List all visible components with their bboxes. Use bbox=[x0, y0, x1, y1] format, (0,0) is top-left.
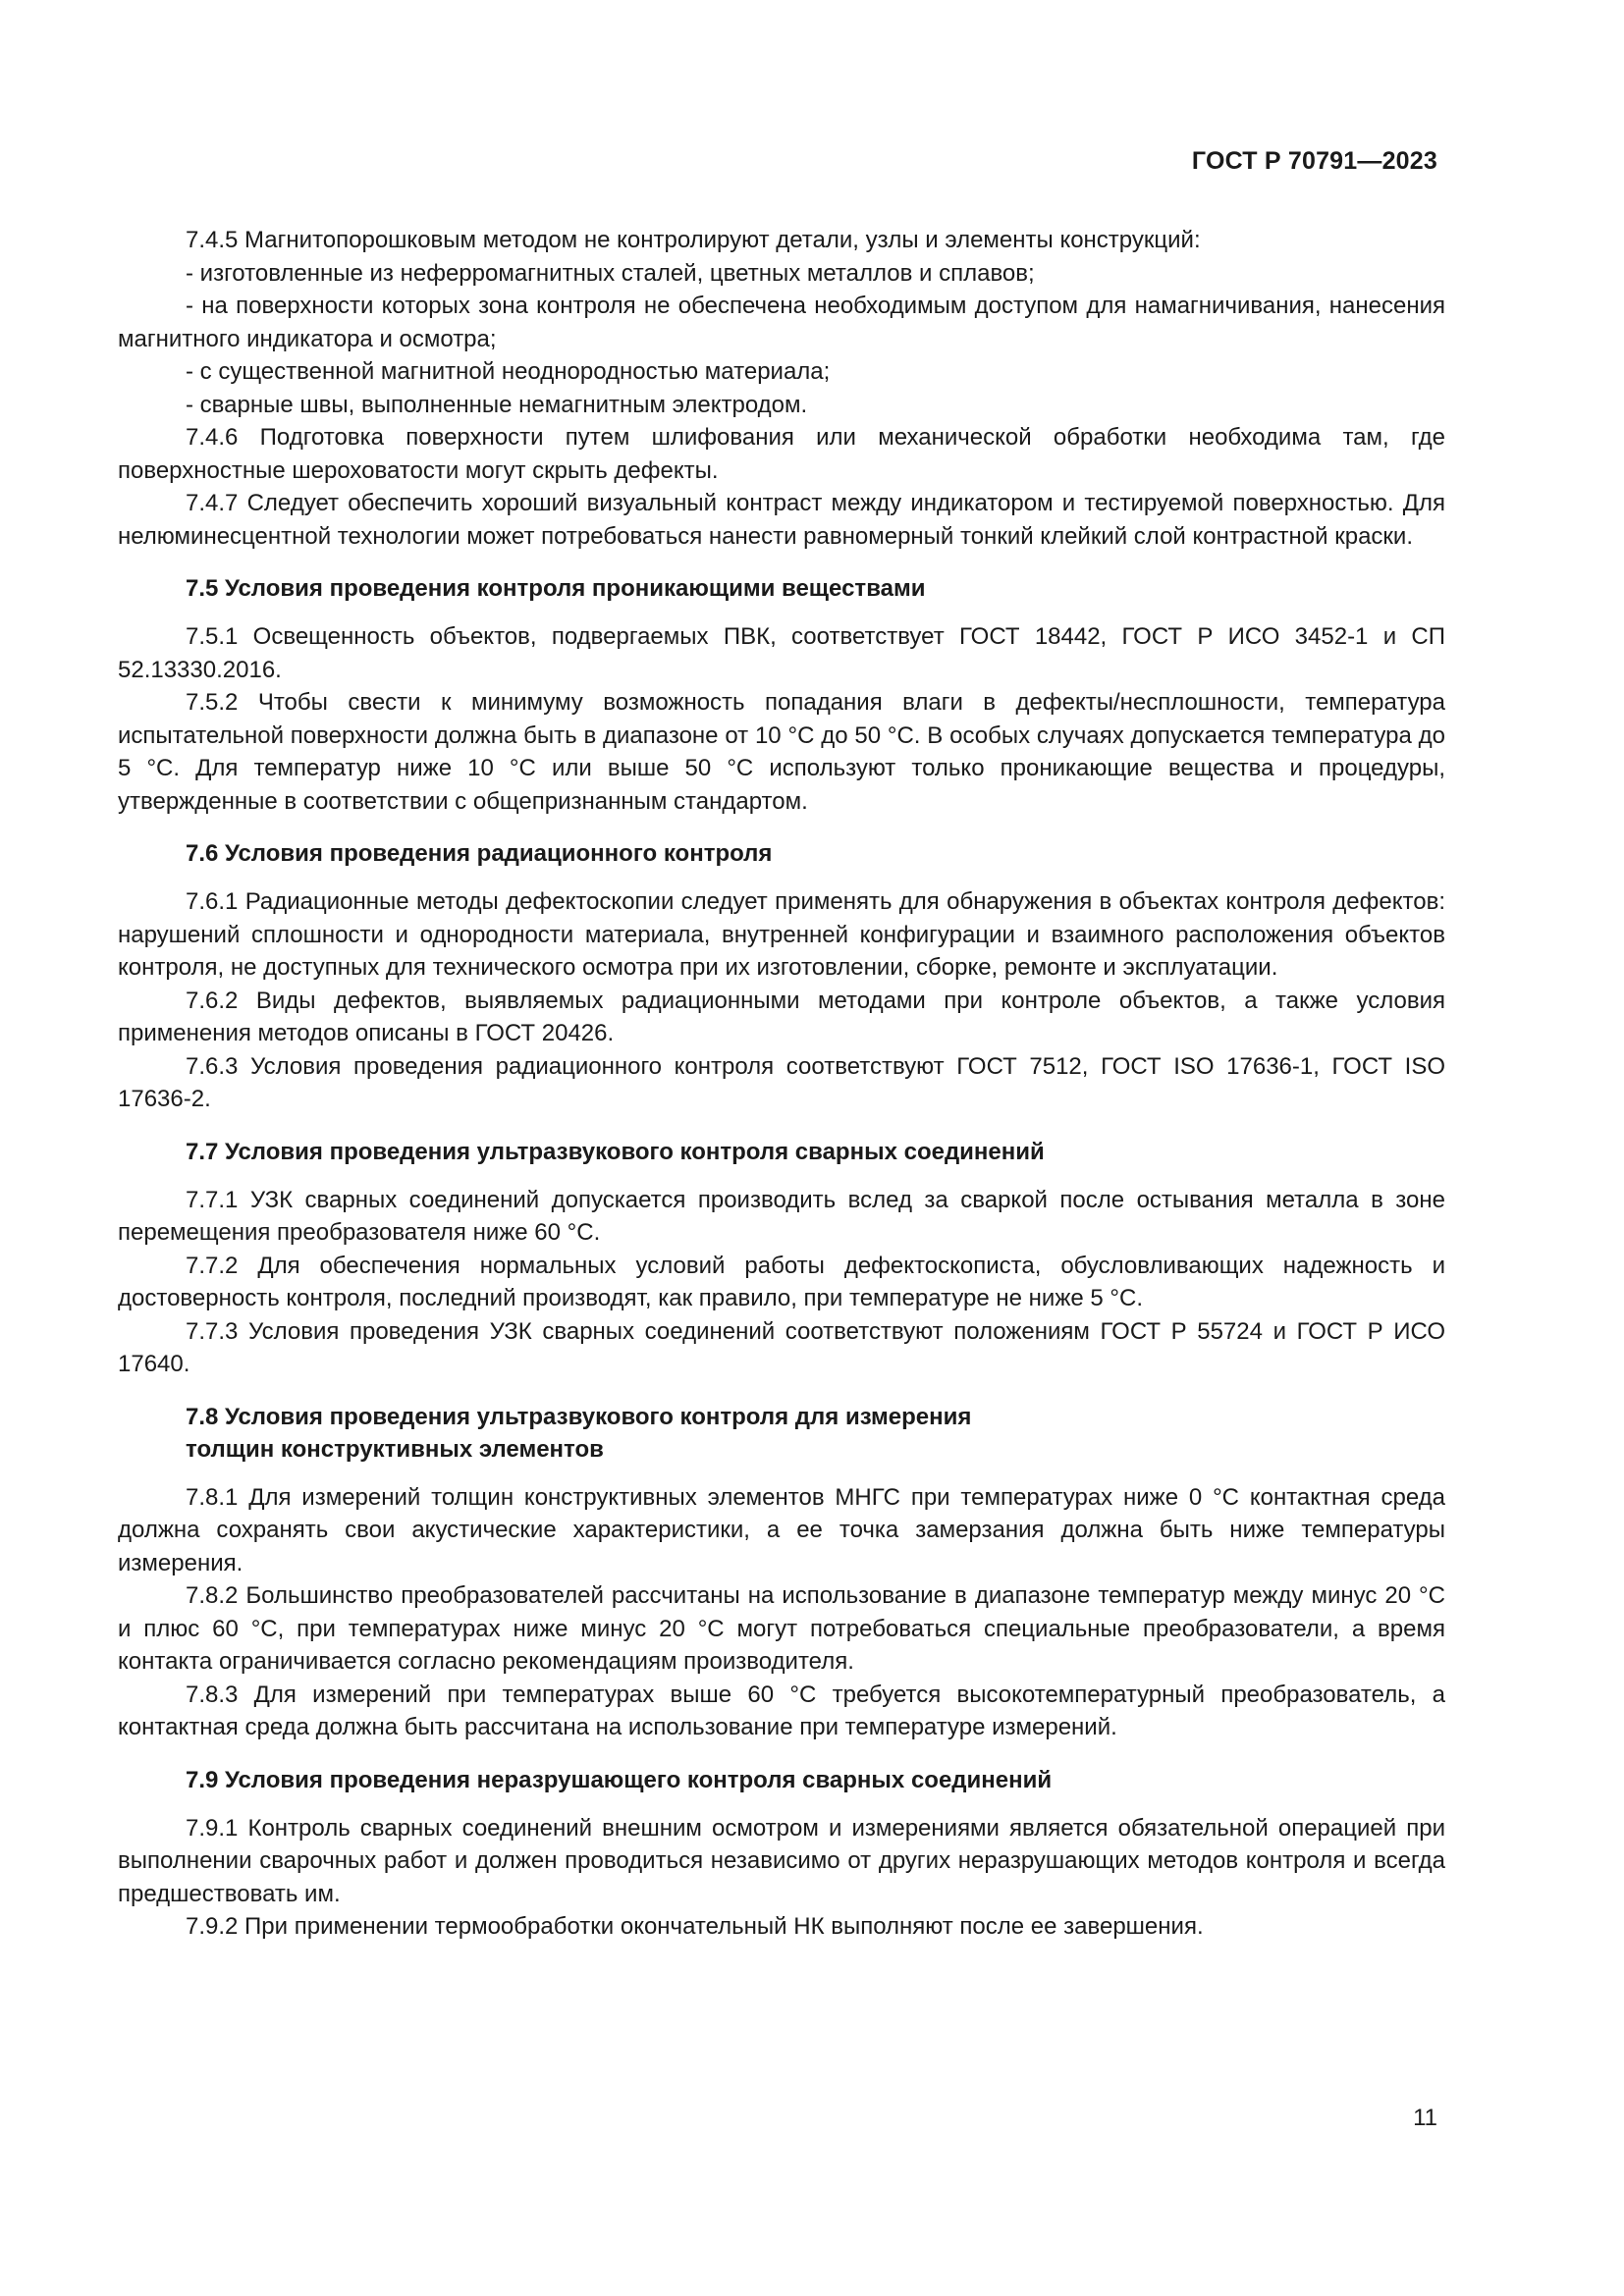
paragraph-7-8-2: 7.8.2 Большинство преобразователей рассчитаны на использование в диапазоне температур между минус 20 °С и плюс 60 °С, при температурах ниже минус 20 °С могут потребоваться специальные преобразователи, а время контакта ограничивается согласно рекомендациям производителя. bbox=[118, 1582, 1445, 1675]
section-heading-7-6: 7.6 Условия проведения радиационного контроля bbox=[186, 840, 773, 867]
section-heading-7-5: 7.5 Условия проведения контроля проникающими веществами bbox=[186, 575, 926, 602]
paragraph-7-7-1: 7.7.1 УЗК сварных соединений допускается производить вслед за сваркой после остывания металла в зоне перемещения преобразователя ниже 60 °С. bbox=[118, 1186, 1445, 1246]
paragraph-7-9-1: 7.9.1 Контроль сварных соединений внешним осмотром и измерениями является обязательной операцией при выполнении сварочных работ и должен проводиться независимо от других неразрушающих методов контроля и всегда предшествовать им. bbox=[118, 1814, 1445, 1907]
paragraph-7-5-2: 7.5.2 Чтобы свести к минимуму возможность попадания влаги в дефекты/несплошности, температура испытательной поверхности должна быть в диапазоне от 10 °С до 50 °С. В особых случаях допускается температура до 5 °С. Для температур ниже 10 °С или выше 50 °С используют только проникающие вещества и процедуры, утвержденные в соответствии с общепризнанным стандартом. bbox=[118, 689, 1445, 815]
paragraph-7-4-7: 7.4.7 Следует обеспечить хороший визуальный контраст между индикатором и тестируемой поверхностью. Для нелюминесцентной технологии может потребоваться нанести равномерный тонкий клейкий слой контрастной краски. bbox=[118, 490, 1445, 550]
section-heading-7-8: 7.8 Условия проведения ультразвукового контроля для измерения толщин конструктивных элементов bbox=[186, 1403, 972, 1463]
paragraph-7-4-6: 7.4.6 Подготовка поверхности путем шлифования или механической обработки необходима там, где поверхностные шероховатости могут скрыть дефекты. bbox=[118, 424, 1445, 484]
paragraph-7-5-1: 7.5.1 Освещенность объектов, подвергаемых ПВК, соответствует ГОСТ 18442, ГОСТ Р ИСО 3452-1 и СП 52.13330.2016. bbox=[118, 623, 1445, 683]
paragraph-7-8-3: 7.8.3 Для измерений при температурах выше 60 °С требуется высокотемпературный преобразователь, а контактная среда должна быть рассчитана на использование при температуре измерений. bbox=[118, 1681, 1445, 1740]
paragraph-7-6-2: 7.6.2 Виды дефектов, выявляемых радиационными методами при контроле объектов, а также условия применения методов описаны в ГОСТ 20426. bbox=[118, 987, 1445, 1046]
paragraph-7-4-5: 7.4.5 Магнитопорошковым методом не контролируют детали, узлы и элементы конструкций: bbox=[186, 227, 1201, 253]
page-number: 11 bbox=[1413, 2105, 1437, 2131]
paragraph-7-8-1: 7.8.1 Для измерений толщин конструктивных элементов МНГС при температурах ниже 0 °С контактная среда должна сохранять свои акустические характеристики, а ее точка замерзания должна быть ниже температуры измерения. bbox=[118, 1483, 1445, 1576]
paragraph-7-6-1: 7.6.1 Радиационные методы дефектоскопии следует применять для обнаружения в объектах контроля дефектов: нарушений сплошности и однородности материала, внутренней конфигурации и взаимного расположения объектов контроля, не доступных для технического осмотра при их изготовлении, сборке, ремонте и эксплуатации. bbox=[118, 888, 1445, 981]
section-heading-7-9: 7.9 Условия проведения неразрушающего контроля сварных соединений bbox=[186, 1766, 1053, 1793]
paragraph-7-7-2: 7.7.2 Для обеспечения нормальных условий работы дефектоскописта, обусловливающих надежность и достоверность контроля, последний производят, как правило, при температуре не ниже 5 °С. bbox=[118, 1252, 1445, 1311]
document-body bbox=[118, 224, 1445, 1944]
list-item: - на поверхности которых зона контроля не обеспечена необходимым доступом для намагничивания, нанесения магнитного индикатора и осмотра; bbox=[118, 293, 1445, 352]
paragraph-7-7-3: 7.7.3 Условия проведения УЗК сварных соединений соответствуют положениям ГОСТ Р 55724 и ГОСТ Р ИСО 17640. bbox=[118, 1317, 1445, 1377]
list-item: - сварные швы, выполненные немагнитным электродом. bbox=[186, 391, 808, 418]
paragraph-7-6-3: 7.6.3 Условия проведения радиационного контроля соответствуют ГОСТ 7512, ГОСТ ISO 17636-1, ГОСТ ISO 17636-2. bbox=[118, 1052, 1445, 1112]
list-item: - с существенной магнитной неоднородностью материала; bbox=[186, 358, 831, 385]
section-heading-7-7: 7.7 Условия проведения ультразвукового контроля сварных соединений bbox=[186, 1138, 1045, 1165]
paragraph-7-9-2: 7.9.2 При применении термообработки окончательный НК выполняют после ее завершения. bbox=[186, 1913, 1204, 1940]
document-code-header: ГОСТ Р 70791—2023 bbox=[1191, 147, 1437, 175]
list-item: - изготовленные из неферромагнитных сталей, цветных металлов и сплавов; bbox=[186, 259, 1035, 287]
